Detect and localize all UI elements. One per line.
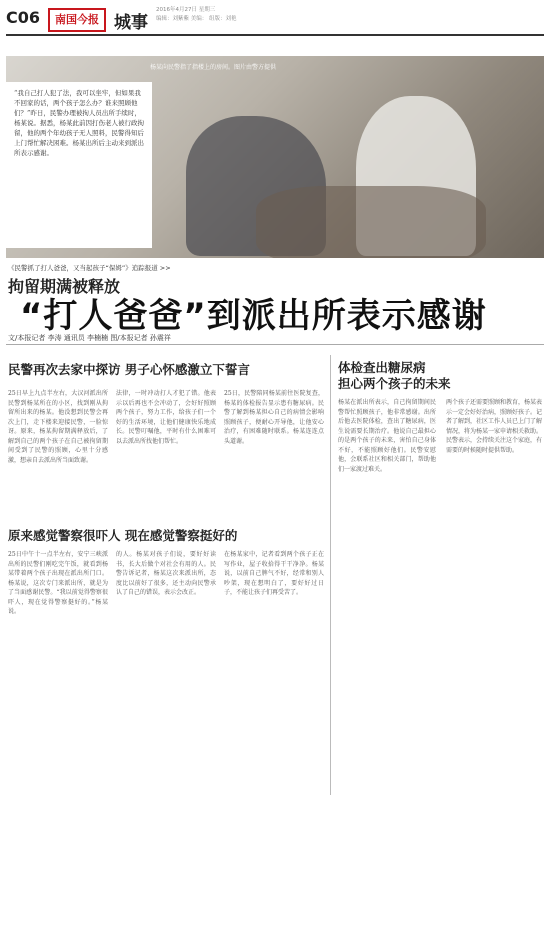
section-title: 城事 [114, 13, 148, 33]
article-column-7: 杨某在派出所表示，自己拘留期间民警帮忙照顾孩子，他非常感谢。出所后他去医院体检，查出了糖尿病，医生说需要长期治疗。他说自己最担心的是两个孩子的未来，害怕自己身体不好，不能照顾好他们。民警安慰他，会联系社区和相关部门，帮助他们一家渡过难关。 [338, 399, 436, 473]
photo-caption: “我自己打人犯了法，我可以坐牢，但如果我不回家的话，两个孩子怎么办？谁来照顾他们？”昨日，民警办理被拘人员出所手续时，杨某说。据悉，杨某此前因打伤老人被行政拘留，他的两个年幼孩子无人照料，民警得知后上门帮忙解决困难。杨某出所后主动来到派出所表示感谢。 [6, 82, 152, 248]
section2-title: 原来感觉警察很吓人 现在感觉警察挺好的 [8, 528, 238, 543]
article-column-1: 25日早上九点半左右，大汉河派出所民警到杨某所在的小区，找到刚从拘留所出来的杨某。他没想到民警会再次上门，走下楼来迎接民警，一脸惊讶。原来，杨某拘留期满释放后，了解到自己的两个孩子在自己被拘留期间受到了民警的照顾，心里十分感激，想亲自去派出所当面致谢。 [8, 390, 108, 464]
article-subhead: 拘留期满被释放 [8, 277, 121, 296]
photo-clothes-pile [256, 186, 486, 258]
followup-link[interactable]: 《民警抓了打人爸爸，又当起孩子“保姆”》追踪报道 >> [8, 264, 171, 272]
article-column-3: 25日，民警陪同杨某前往医院复查，杨某的体检报告显示患有糖尿病。民警了解到杨某担心自己的病情会影响照顾孩子，便耐心开导他，让他安心治疗，有困难随时联系。杨某连连点头道谢。 [224, 390, 324, 445]
article-column-8: 两个孩子还需要照顾和教育，杨某表示一定会好好治病，照顾好孩子。记者了解到，社区工作人员已上门了解情况，将为杨某一家申请相关救助。民警表示，会持续关注这个家庭，有需要的时候随时提供帮助。 [446, 399, 543, 454]
article-column-6: 在杨某家中，记者看到两个孩子正在写作业，屋子收拾得干干净净。杨某说，以前自己脾气不好，经常和别人吵架，现在想明白了，要好好过日子，不能让孩子们再受苦了。 [224, 551, 324, 596]
paper-logo: 南国今报 [48, 8, 106, 32]
photo-label: 杨某向民警指了指楼上的房间。图片由警方提供 [150, 64, 277, 71]
page-number: C06 [6, 8, 41, 27]
section1-title: 民警再次去家中探访 男子心怀感激立下誓言 [8, 362, 250, 377]
article-column-2: 法律，一时冲动打人才犯了错。他表示以后再也不会冲动了，会好好照顾两个孩子，努力工作，给孩子们一个好的生活环境，让他们健康快乐地成长。民警叮嘱他，平时有什么困难可以去派出所找他们帮忙。 [116, 390, 216, 445]
masthead-rule [6, 34, 544, 36]
section3-title: 体检查出糖尿病 担心两个孩子的未来 [338, 360, 451, 391]
masthead [6, 6, 544, 32]
article-column-5: 的人。杨某对孩子们说，要好好读书，长大后做个对社会有用的人。民警告诉记者，杨某这次来派出所，态度比以前好了很多，还主动向民警承认了自己的错误，表示会改正。 [116, 551, 216, 596]
editor-line: 编辑：刘紫紫 美编： 组版：刘艳 [156, 16, 237, 22]
masthead-meta [156, 6, 237, 24]
article-headline: “打人爸爸”到派出所表示感谢 [20, 296, 487, 336]
byline-rule [6, 344, 544, 345]
column-divider [330, 355, 331, 795]
date-line: 2016年4月27日 星期三 [156, 7, 216, 13]
article-column-4: 25日中午十一点半左右，安宁三峡派出所的民警们刚吃完午饭，就看到杨某带着两个孩子出现在派出所门口。杨某说，这次专门来派出所，就是为了当面感谢民警。“我以前觉得警察很吓人，现在觉得警察挺好的。”杨某说。 [8, 551, 108, 615]
byline: 文/本报记者 李涛 通讯员 李楠楠 图/本报记者 孙震祥 [8, 334, 171, 342]
